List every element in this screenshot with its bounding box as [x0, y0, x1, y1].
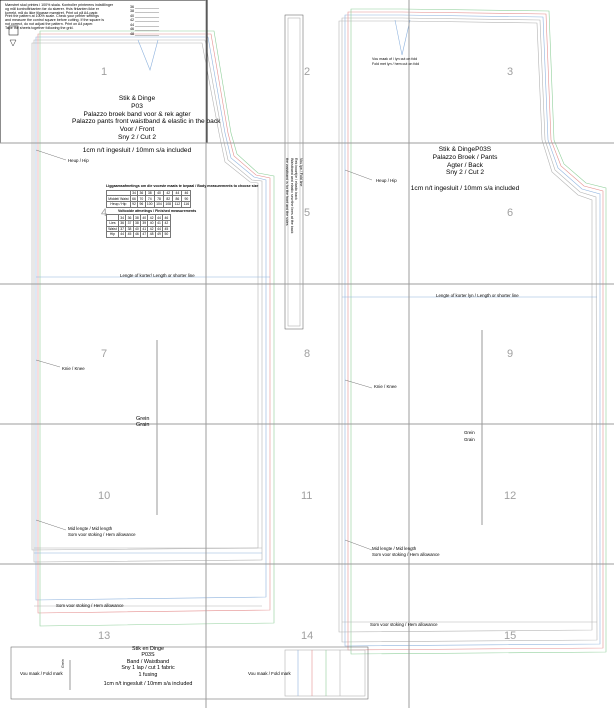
front-grain-label: Grein Grain [136, 416, 150, 429]
front-mid-length: Mid lengte / Mid length Som voor stoking / Hem allowance [68, 526, 136, 538]
size-list: 36 ____________ 38 ____________ 40 ____________ 42 ____________ 44 ____________ 46 ____________ 48 ____________ [130, 5, 159, 36]
waistband-fold-right: Vou maak / Fold mark [248, 671, 291, 676]
body-measurements-table: 34 36 38 40 42 44 46 Middel/ Waist 66 70 74 78 82 86 90 Heup / Hip 92 96 100 104 108 112 116 [108, 191, 190, 207]
front-hem-label: Som voor stoking / Hem allowance [56, 603, 124, 608]
waistband-piece-info: Stik en Dinge P03S Band / Waistband Sny 1 lap / cut 1 fabric 1 fusing 1cm n/t ingesluit / 10mm s/a included [103, 646, 193, 687]
waistband-fold-left: Vou maak / Fold mark [20, 671, 63, 676]
front-length-label: Lengte of korter/ Length or shorter line [120, 273, 195, 278]
tile-number: 5 [304, 207, 311, 219]
print-instructions: Mønstret skal printes i 100% skala. Kontroller printerens indstillinger og mål kontrolfirkanten før du skærer. Hvis firkanten ikke er korrekt, må du ikke tilpasse mønstret. Print ud på A4-papir. Print the pattern at 100% scale. Check your printer settings and measure the control square before cutting. If the square is not correct, do not adjust the pattern. Print on A4 paper. Tape the sheets together following the grid. [5, 3, 114, 30]
finished-measurements-table: 34 36 38 40 42 44 46 Lies 36 37 38 39 40 41 42 Waist 37 38 40 41 42 44 45 Hip 44 45 46 47 48 49 50 [108, 215, 169, 237]
waistband-grain-label: Grein [61, 659, 65, 668]
tile-number: 11 [301, 490, 313, 502]
tile-number: 10 [98, 490, 111, 502]
tile-number: 13 [98, 630, 111, 642]
size-chart: Liggaamsafmetings om die voorste maats te bepaal / Body measurements to choose size 34 36 38 40 42 44 46 Middel/ Waist 66 70 74 78 82 86 90 Heup / Hip 92 96 100 104 108 112 116 Voltooide afmetings / Finished measurements 34 36 38 40 42 44 46 Lies 36 37 38 39 40 41 42 Waist 37 38 40 41 42 44 45 Hip 44 45 46 47 48 49 50 [106, 184, 259, 237]
back-knee-label: Knie / Knee [374, 384, 397, 389]
tile-number: 14 [301, 630, 314, 642]
tile-number: 1 [101, 66, 108, 78]
front-piece-info: Stik & Dinge P03 Palazzo broek band voor & rek agter Palazzo pants front waistband & elastic in the back Voor / Front Sny 2 / Cut 2 1cm n/t ingesluit / 10mm s/a included [72, 95, 221, 154]
back-hip-label: Heup / Hip [376, 178, 397, 183]
tile-number: 7 [101, 348, 108, 360]
back-mid-length: Mid lengte / Mid length Som voor stoking / Hem allowance [372, 546, 440, 558]
scissors-icon [10, 40, 16, 46]
tile-number: 4 [101, 207, 108, 219]
back-grain-label: Grein Grain [464, 430, 475, 442]
back-top-note: Vou maak of / lyn cut on fold Fold met lyn / hem cut on fold [372, 57, 420, 66]
tile-number: 3 [507, 66, 514, 78]
tile-number: 12 [504, 490, 517, 502]
back-piece-info: Stik & DingeP03S Palazzo Broek / Pants Agter / Back Sny 2 / Cut 2 1cm n/t ingesluit / 10mm s/a included [410, 146, 520, 193]
tile-number: 8 [304, 348, 311, 360]
tile-number: 9 [507, 348, 514, 360]
tile-number: 6 [507, 207, 514, 219]
back-hem-label: Som voor stoking / Hem allowance [370, 622, 438, 627]
strip-text: Vou lyn / Fold line Rek boontjie / elastic back Waistband and elastic sew the lines at the back the waistband is for the front and the sides [284, 158, 303, 234]
front-hip-label: Heup / Hip [68, 158, 89, 163]
tile-number: 15 [504, 630, 517, 642]
tile-number: 2 [304, 66, 311, 78]
front-knee-label: Knie / Knee [62, 366, 85, 371]
back-length-label: Lengte of korter lyn / Length or shorter line [436, 293, 519, 298]
